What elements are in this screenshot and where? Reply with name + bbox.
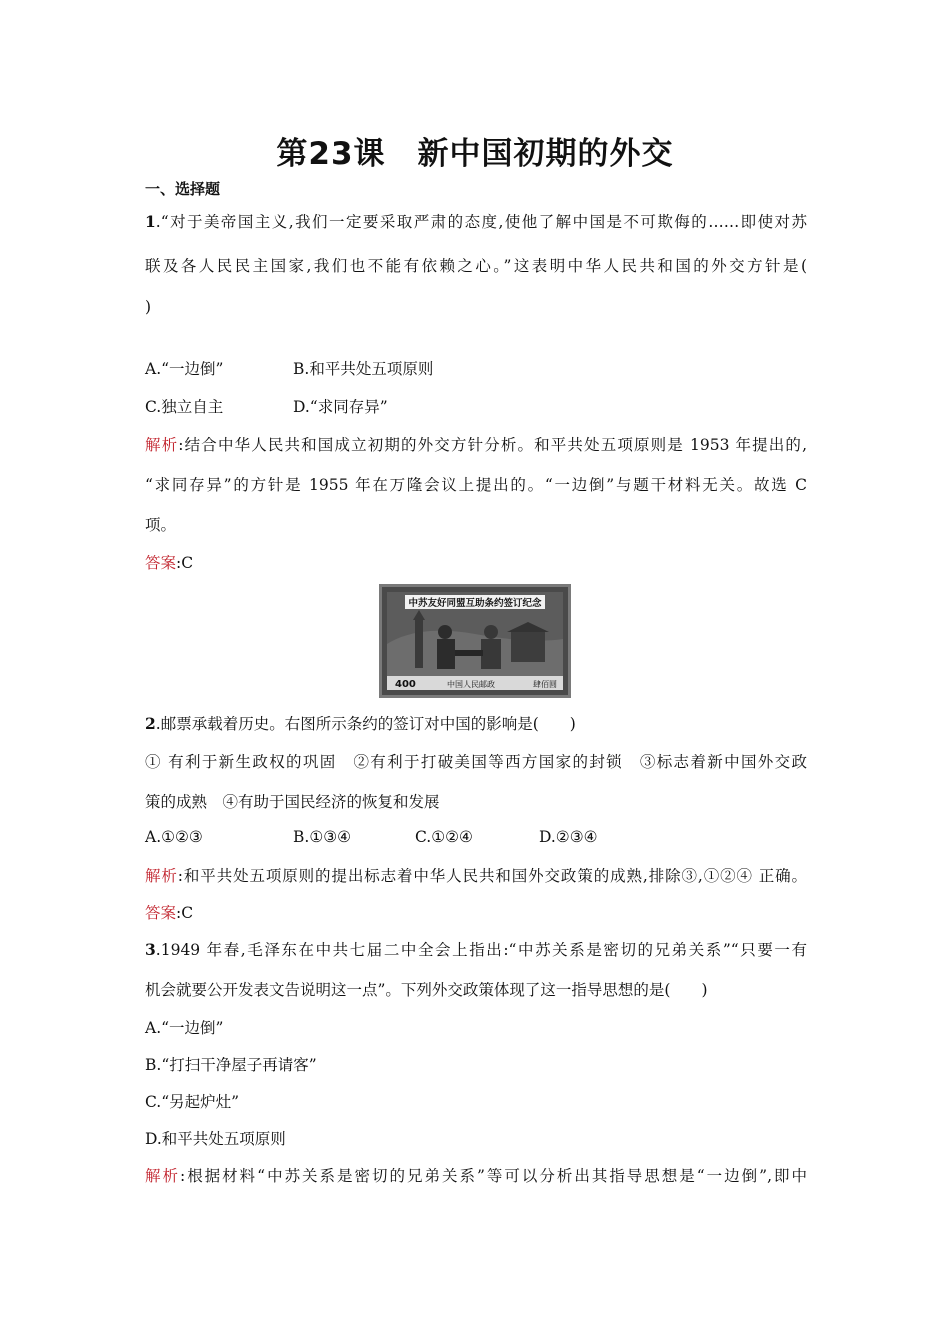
q2-stem: 2.邮票承载着历史。右图所示条约的签订对中国的影响是( ) bbox=[145, 714, 576, 733]
q1-option-c: C.独立自主 bbox=[145, 398, 224, 416]
q2-option-a: A.①②③ bbox=[145, 828, 203, 846]
q1-stem-line-3: ) bbox=[145, 298, 152, 316]
q2-answer-label: 答案 bbox=[145, 904, 177, 922]
q1-analysis-label: 解析 bbox=[145, 436, 179, 454]
q1-stem-line-2: 联及各人民民主国家,我们也不能有依赖之心。”这表明中华人民共和国的外交方针是( bbox=[145, 257, 807, 275]
q1-stem-line-1: 1.“对于美帝国主义,我们一定要采取严肃的态度,使他了解中国是不可欺侮的……即使对苏 bbox=[145, 212, 807, 231]
q1-answer-label: 答案 bbox=[145, 554, 177, 572]
q2-items-line-2: 策的成熟 ④有助于国民经济的恢复和发展 bbox=[145, 793, 440, 811]
q3-option-a: A.“一边倒” bbox=[145, 1019, 224, 1037]
stamp-value: 400 bbox=[395, 679, 416, 690]
q1-options-row-1 bbox=[145, 357, 433, 379]
q3-stem-line-1: 3.1949 年春,毛泽东在中共七届二中全会上指出:“中苏关系是密切的兄弟关系”“只要一有 bbox=[145, 940, 807, 959]
q2-analysis: 解析:和平共处五项原则的提出标志着中华人民共和国外交政策的成熟,排除③,①②④ 正确。 bbox=[145, 867, 807, 885]
q1-option-b: B.和平共处五项原则 bbox=[293, 360, 434, 378]
q3-option-b: B.“打扫干净屋子再请客” bbox=[145, 1056, 317, 1074]
q1-analysis-line-3: 项。 bbox=[145, 516, 177, 534]
q2-options bbox=[145, 828, 598, 846]
q1-answer: 答案:C bbox=[145, 554, 194, 572]
q1-option-a: A.“一边倒” bbox=[145, 360, 224, 378]
q3-stem-line-2: 机会就要公开发表文告说明这一点”。下列外交政策体现了这一指导思想的是( ) bbox=[145, 981, 708, 999]
q3-option-c: C.“另起炉灶” bbox=[145, 1093, 240, 1111]
q2-option-b: B.①③④ bbox=[293, 828, 352, 846]
q2-option-d: D.②③④ bbox=[539, 828, 598, 846]
q2-analysis-label: 解析 bbox=[145, 867, 178, 885]
q2-items-line-1: ① 有利于新生政权的巩固 ②有利于打破美国等西方国家的封锁 ③标志着新中国外交政 bbox=[145, 753, 807, 771]
stamp-country: 中国人民邮政 bbox=[447, 680, 495, 689]
q3-analysis: 解析:根据材料“中苏关系是密切的兄弟关系”等可以分析出其指导思想是“一边倒”,即中 bbox=[145, 1167, 807, 1185]
q2-number: 2 bbox=[145, 714, 156, 733]
stamp-caption: 中苏友好同盟互助条约签订纪念 bbox=[408, 598, 542, 609]
q3-option-d: D.和平共处五项原则 bbox=[145, 1130, 286, 1148]
q1-options-row-2 bbox=[145, 395, 388, 417]
stamp-denomination: 肆佰圆 bbox=[533, 680, 557, 689]
section-heading: 一、选择题 bbox=[145, 180, 221, 198]
q1-analysis-line-2: “求同存异”的方针是 1955 年在万隆会议上提出的。“一边倒”与题干材料无关。故选 C bbox=[145, 476, 807, 494]
q1-option-d: D.“求同存异” bbox=[293, 398, 388, 416]
q1-number: 1 bbox=[145, 212, 156, 231]
stamp-image bbox=[379, 584, 571, 698]
q1-analysis-line-1: 解析:结合中华人民共和国成立初期的外交方针分析。和平共处五项原则是 1953 年提出的, bbox=[145, 436, 807, 454]
q3-analysis-label: 解析 bbox=[145, 1167, 180, 1185]
q2-answer: 答案:C bbox=[145, 904, 194, 922]
page-title: 第23课 新中国初期的外交 bbox=[276, 136, 674, 172]
q3-number: 3 bbox=[145, 940, 156, 959]
q2-option-c: C.①②④ bbox=[415, 828, 473, 846]
